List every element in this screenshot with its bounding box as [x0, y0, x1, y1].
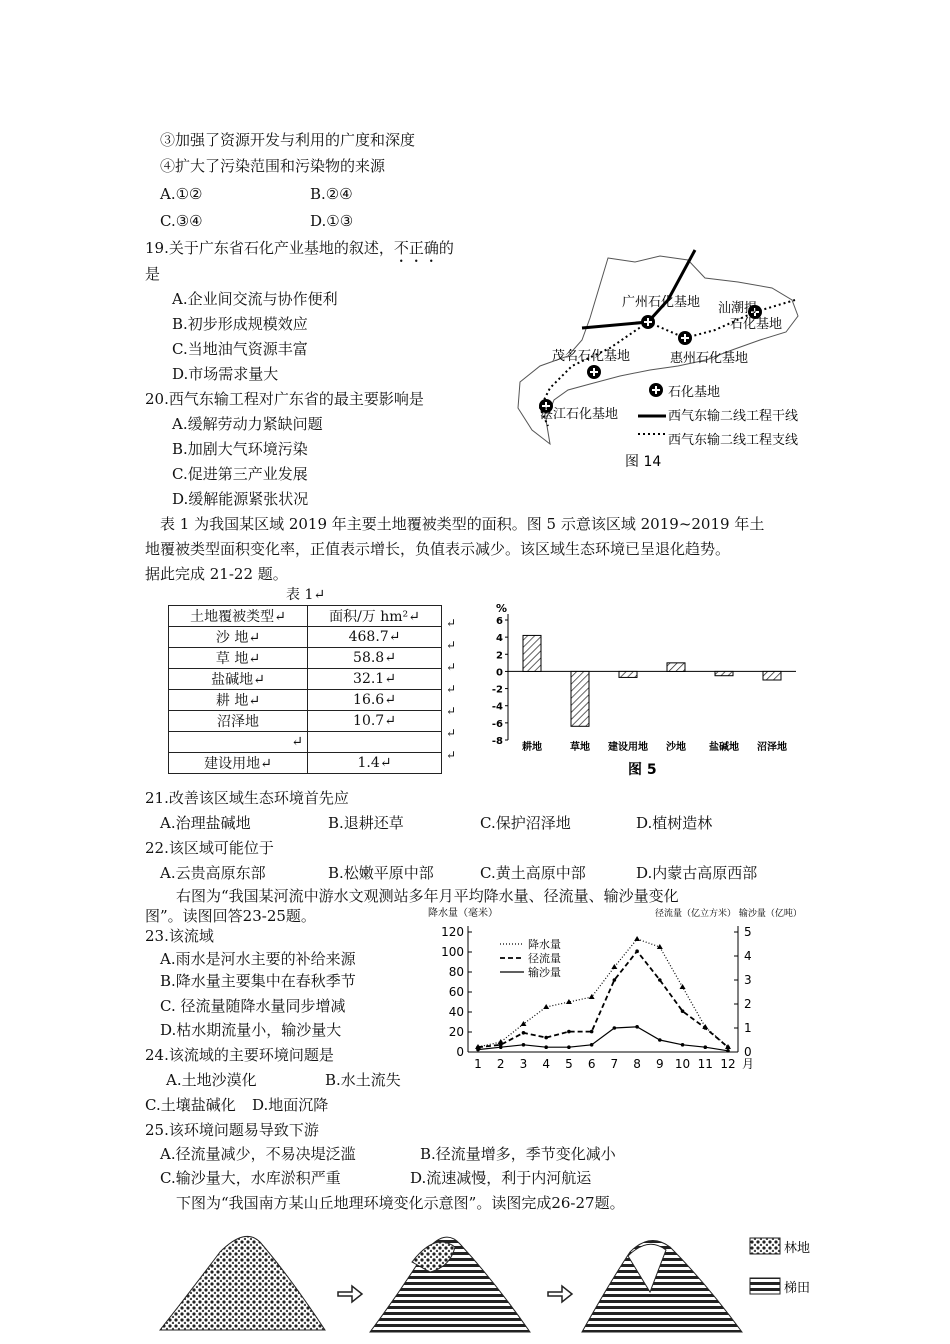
q22-option-b: B.松嫩平原中部: [328, 864, 434, 882]
table-row: ↵: [169, 732, 442, 753]
point-径流量: [590, 1030, 594, 1034]
series-降水量: [478, 939, 728, 1047]
q19-stem: 19.关于广东省石化产业基地的叙述，不正确的: [145, 239, 454, 257]
hill-change-diagram: [150, 1222, 830, 1340]
point-径流量: [567, 1030, 571, 1034]
q22-option-c: C.黄土高原中部: [480, 864, 586, 882]
right-tick-label: 0: [744, 1045, 752, 1059]
point-输沙量: [658, 1038, 662, 1042]
right-tick-label: 1: [744, 1021, 752, 1035]
q22-stem: 22.该区域可能位于: [145, 839, 274, 857]
y-tick-label: 4: [496, 633, 503, 645]
x-tick-label: 2: [496, 1057, 505, 1071]
x-tick-label: 8: [633, 1057, 641, 1071]
table-row-arrows: ↵ ↵ ↵ ↵ ↵ ↵ ↵: [446, 616, 457, 762]
bar-沙地: [667, 663, 685, 672]
left-tick-label: 0: [456, 1045, 464, 1059]
x-tick-label: 5: [565, 1057, 573, 1071]
option-line-3: ③加强了资源开发与利用的广度和深度: [160, 131, 416, 149]
intro21-line1: 表 1 为我国某区域 2019 年主要土地覆被类型的面积。图 5 示意该区域 2019~2019 年土: [160, 515, 765, 533]
right-tick-label: 2: [744, 997, 752, 1011]
hill-stage-1: [160, 1236, 325, 1330]
q18-option-a: A.①②: [160, 185, 203, 203]
q19-option-b: B.初步形成规模效应: [172, 315, 308, 333]
q25-option-d: D.流速减慢，利于内河航运: [410, 1169, 592, 1187]
point-输沙量: [703, 1045, 707, 1049]
point-径流量: [613, 978, 617, 982]
point-降水量: [566, 999, 572, 1004]
left-tick-label: 60: [448, 985, 464, 999]
land-cover-table: [168, 605, 442, 774]
point-输沙量: [613, 1026, 617, 1030]
point-输沙量: [544, 1045, 548, 1049]
q19-option-d: D.市场需求量大: [172, 365, 279, 383]
legend-base-icon: [649, 383, 663, 397]
x-tick-label: 9: [655, 1057, 664, 1071]
q25-option-b: B.径流量增多，季节变化减小: [420, 1145, 616, 1163]
bar-建设用地: [619, 671, 637, 677]
legend-base: 石化基地: [668, 385, 721, 400]
q18-option-c: C.③④: [160, 212, 203, 230]
intro23-line2: 图”。读图回答23-25题。: [145, 907, 316, 925]
point-径流量: [522, 1031, 526, 1035]
point-降水量: [543, 1004, 549, 1009]
left-tick-label: 100: [441, 945, 464, 959]
table-row: 耕 地↵ 16.6↵: [169, 690, 442, 711]
y-tick-label: -2: [491, 684, 503, 696]
right-tick-label: 5: [744, 925, 752, 939]
intro23-line1: 右图为“我国某河流中游水文观测站多年月平均降水量、径流量、输沙量变化: [176, 887, 679, 905]
x-axis-unit: 月: [742, 1057, 755, 1071]
x-tick-label: 沼泽地: [757, 742, 787, 753]
point-输沙量: [726, 1049, 730, 1053]
table-header: 土地覆被类型↵: [169, 606, 308, 627]
base-marker-huizhou: [678, 331, 692, 345]
y-axis-label: %: [496, 602, 508, 615]
label-shantou-base: 石化基地: [730, 317, 783, 332]
base-marker-maoming: [587, 365, 601, 379]
q24-stem: 24.该流域的主要环境问题是: [145, 1046, 334, 1064]
y-tick-label: -6: [491, 718, 503, 730]
arrow-icon: [548, 1286, 572, 1302]
q19-stem-cont: 是: [145, 265, 161, 283]
map-caption: 图 14: [625, 454, 662, 470]
x-tick-label: 3: [519, 1057, 528, 1071]
point-输沙量: [590, 1043, 594, 1047]
point-输沙量: [681, 1043, 685, 1047]
q24-option-a: A.土地沙漠化: [166, 1071, 257, 1089]
x-tick-label: 10: [674, 1057, 691, 1071]
base-marker-guangzhou: [641, 315, 655, 329]
point-输沙量: [476, 1048, 480, 1052]
legend-forest-swatch: [750, 1238, 780, 1254]
left-tick-label: 120: [441, 925, 464, 939]
y-tick-label: 0: [496, 667, 503, 679]
table-row: 盐碱地↵ 32.1↵: [169, 669, 442, 690]
point-输沙量: [567, 1045, 571, 1049]
right-axis-title: 径流量（亿立方米） 输沙量（亿吨）: [655, 909, 802, 919]
guangdong-map: [510, 248, 820, 476]
q20-option-b: B.加剧大气环境污染: [172, 440, 308, 458]
bar-沼泽地: [763, 671, 781, 680]
point-输沙量: [499, 1045, 503, 1049]
point-降水量: [520, 1021, 526, 1026]
label-shantou: 汕潮揭: [718, 301, 758, 316]
point-径流量: [703, 1026, 707, 1030]
legend-label: 径流量: [528, 952, 561, 965]
q21-option-d: D.植树造林: [636, 814, 713, 832]
q18-option-b: B.②④: [310, 185, 353, 203]
table-row: 草 地↵ 58.8↵: [169, 648, 442, 669]
chart-caption: 图 5: [628, 762, 657, 778]
point-输沙量: [635, 1025, 639, 1029]
bar-耕地: [523, 635, 541, 671]
y-tick-label: -8: [491, 736, 503, 747]
y-tick-label: -4: [491, 701, 503, 713]
left-tick-label: 20: [448, 1025, 464, 1039]
legend-label: 降水量: [528, 938, 561, 951]
q20-option-c: C.促进第三产业发展: [172, 465, 308, 483]
point-降水量: [589, 994, 595, 999]
x-tick-label: 沙地: [666, 742, 686, 753]
x-tick-label: 草地: [570, 742, 590, 753]
left-tick-label: 40: [448, 1005, 464, 1019]
y-tick-label: 6: [496, 616, 503, 627]
point-降水量: [611, 964, 617, 969]
bar-草地: [571, 671, 589, 726]
q24-option-d: D.地面沉降: [252, 1096, 329, 1114]
x-tick-label: 1: [474, 1057, 482, 1071]
left-axis-title: 降水量（毫米）: [428, 908, 498, 919]
point-径流量: [635, 949, 639, 953]
x-tick-label: 11: [697, 1057, 713, 1071]
table1-caption: 表 1↵: [286, 587, 326, 603]
q20-option-a: A.缓解劳动力紧缺问题: [172, 415, 323, 433]
bar-盐碱地: [715, 671, 733, 675]
q21-stem: 21.改善该区域生态环境首先应: [145, 789, 349, 807]
q21-option-b: B.退耕还草: [328, 814, 404, 832]
q23-option-a: A.雨水是河水主要的补给来源: [160, 950, 356, 968]
point-径流量: [681, 1009, 685, 1013]
q21-option-c: C.保护沼泽地: [480, 814, 571, 832]
q20-stem: 20.西气东输工程对广东省的最主要影响是: [145, 390, 424, 408]
table-header-row: [169, 606, 442, 627]
y-tick-label: 2: [496, 650, 503, 662]
point-降水量: [680, 984, 686, 989]
intro21-line3: 据此完成 21-22 题。: [145, 565, 288, 583]
table-row: 沙 地↵ 468.7↵: [169, 627, 442, 648]
q21-option-a: A.治理盐碱地: [160, 814, 251, 832]
legend-terrace-swatch: [750, 1278, 780, 1294]
legend-terrace: 梯田: [784, 1281, 811, 1296]
legend-label: 输沙量: [528, 966, 561, 979]
q24-option-c: C.土壤盐碱化: [145, 1096, 236, 1114]
fig5-bar-chart: [478, 600, 808, 780]
x-tick-label: 7: [610, 1057, 619, 1071]
legend-branch: 西气东输二线工程支线: [668, 433, 799, 448]
q25-option-c: C.输沙量大，水库淤积严重: [160, 1169, 341, 1187]
label-zhanjiang: 湛江石化基地: [540, 407, 619, 422]
arrow-icon: [338, 1286, 362, 1302]
hydrology-line-chart: [420, 906, 802, 1074]
x-tick-label: 4: [542, 1057, 551, 1071]
point-径流量: [544, 1036, 548, 1040]
right-tick-label: 4: [744, 949, 752, 963]
legend-trunk: 西气东输二线工程干线: [668, 409, 799, 424]
q22-option-d: D.内蒙古高原西部: [636, 864, 758, 882]
q23-stem: 23.该流域: [145, 927, 214, 945]
q19-option-c: C.当地油气资源丰富: [172, 340, 308, 358]
q25-option-a: A.径流量减少，不易决堤泛滥: [160, 1145, 356, 1163]
label-huizhou: 惠州石化基地: [670, 351, 749, 366]
q19-emphasis: 不正确: [393, 239, 439, 257]
q23-option-b: B.降水量主要集中在春秋季节: [160, 972, 356, 990]
x-tick-label: 建设用地: [608, 742, 648, 753]
x-tick-label: 12: [720, 1057, 736, 1071]
intro26-line: 下图为“我国南方某山丘地理环境变化示意图”。读图完成26-27题。: [176, 1194, 625, 1212]
x-tick-label: 盐碱地: [709, 742, 739, 753]
table-header: 面积/万 hm²↵: [308, 606, 442, 627]
q23-option-d: D.枯水期流量小，输沙量大: [160, 1021, 342, 1039]
table-row: 沼泽地 10.7↵: [169, 711, 442, 732]
intro21-line2: 地覆被类型面积变化率，正值表示增长，负值表示减少。该区域生态环境已呈退化趋势。: [145, 540, 731, 558]
q18-option-d: D.①③: [310, 212, 354, 230]
q23-option-c: C. 径流量随降水量同步增减: [160, 997, 346, 1015]
q19-option-a: A.企业间交流与协作便利: [172, 290, 338, 308]
right-tick-label: 3: [744, 973, 752, 987]
option-line-4: ④扩大了污染范围和污染物的来源: [160, 157, 386, 175]
q20-option-d: D.缓解能源紧张状况: [172, 490, 309, 508]
q24-option-b: B.水土流失: [325, 1071, 401, 1089]
point-径流量: [658, 978, 662, 982]
q22-option-a: A.云贵高原东部: [160, 864, 266, 882]
point-输沙量: [522, 1043, 526, 1047]
point-径流量: [726, 1045, 730, 1049]
series-径流量: [478, 951, 728, 1047]
legend-forest: 林地: [784, 1241, 811, 1256]
label-maoming: 茂名石化基地: [552, 349, 631, 364]
x-tick-label: 6: [587, 1057, 596, 1071]
point-降水量: [634, 936, 640, 941]
left-tick-label: 80: [448, 965, 464, 979]
q25-stem: 25.该环境问题易导致下游: [145, 1121, 319, 1139]
table-row: 建设用地↵ 1.4↵: [169, 753, 442, 774]
label-guangzhou: 广州石化基地: [622, 295, 701, 310]
x-tick-label: 耕地: [522, 742, 542, 753]
